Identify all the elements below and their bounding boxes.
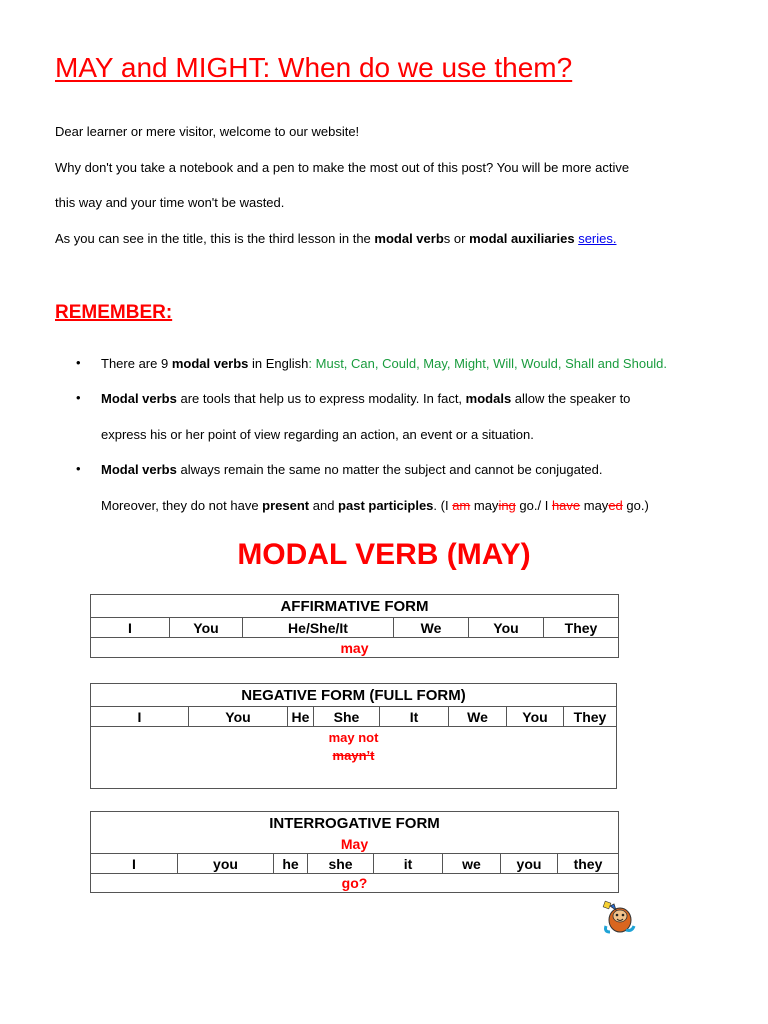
intro-paragraph-4: [55, 231, 616, 247]
subject-cell: You: [188, 707, 287, 726]
text-bold: Modal verbs: [101, 462, 177, 477]
bullet-1: [101, 356, 667, 372]
modal-verbs-list: : Must, Can, Could, May, Might, Will, Would, Shall and Should.: [308, 356, 668, 371]
text-bold: present: [262, 498, 310, 513]
text: always remain the same no matter the subject and cannot be conjugated.: [176, 462, 603, 477]
text-bold: modals: [465, 391, 512, 406]
subject-cell: she: [307, 854, 373, 873]
subject-row: [91, 707, 616, 727]
text: are tools that help us to express modality. In fact,: [176, 391, 466, 406]
subject-cell: We: [393, 618, 468, 637]
text: allow the speaker to: [511, 391, 631, 406]
subject-cell: we: [442, 854, 500, 873]
text: in English: [248, 356, 309, 371]
text-bold: Modal verbs: [101, 391, 177, 406]
subject-cell: It: [379, 707, 448, 726]
text-bold: modal verb: [374, 231, 444, 246]
subject-cell: I: [132, 855, 136, 872]
text: . (I: [433, 498, 453, 513]
struck-word: have: [551, 498, 581, 513]
struck-word: am: [452, 498, 471, 513]
subject-row: [91, 854, 618, 874]
text-bold: modal verbs: [171, 356, 249, 371]
subject-cell: She: [313, 707, 379, 726]
subject-row: [91, 618, 618, 638]
text: go./ I: [515, 498, 552, 513]
affirmative-table: [90, 594, 619, 658]
table-heading: NEGATIVE FORM (FULL FORM): [91, 684, 616, 707]
subject-cell: They: [563, 707, 616, 726]
page-title: MAY and MIGHT: When do we use them?: [55, 52, 573, 83]
text: s or: [443, 231, 470, 246]
verb-cell: may not: [328, 730, 379, 745]
bullet-dot: •: [76, 355, 81, 370]
struck-suffix: ing: [498, 498, 516, 513]
text: may: [580, 498, 609, 513]
subject-cell: you: [500, 854, 557, 873]
interrogative-table: [90, 811, 619, 893]
verb-cell: May: [91, 835, 618, 854]
text-bold: past participles: [338, 498, 434, 513]
bullet-3-line-2: [101, 498, 649, 514]
negative-table: [90, 683, 617, 789]
subject-cell: We: [448, 707, 506, 726]
subject-cell: I: [128, 619, 132, 636]
bullet-dot: •: [76, 461, 81, 476]
table-heading: INTERROGATIVE FORM: [269, 815, 440, 832]
text: There are 9: [101, 356, 172, 371]
text: and: [309, 498, 339, 513]
subject-cell: You: [169, 618, 242, 637]
intro-paragraph-2: Why don't you take a notebook and a pen to make the most out of this post? You will be more active: [55, 160, 630, 175]
cartoon-clipart-icon: [598, 896, 638, 936]
subject-cell: He/She/It: [242, 618, 393, 637]
subject-cell: they: [557, 854, 618, 873]
subject-cell: You: [468, 618, 543, 637]
table-heading: AFFIRMATIVE FORM: [91, 595, 618, 618]
subject-cell: it: [373, 854, 442, 873]
bullet-2-line-1: [101, 391, 630, 407]
subject-cell: You: [506, 707, 563, 726]
subject-cell: he: [273, 854, 307, 873]
remember-heading: REMEMBER:: [55, 302, 173, 323]
struck-word: mayn’t: [332, 748, 375, 763]
intro-paragraph-3: this way and your time won't be wasted.: [55, 195, 285, 210]
subject-cell: He: [287, 707, 313, 726]
section-title: MODAL VERB (MAY): [237, 538, 531, 571]
text: As you can see in the title, this is the third lesson in the: [55, 231, 375, 246]
bullet-dot: •: [76, 390, 81, 405]
bullet-3-line-1: [101, 462, 603, 478]
struck-suffix: ed: [608, 498, 623, 513]
text-bold: modal auxiliaries: [469, 231, 575, 246]
subject-cell: They: [543, 618, 618, 637]
text: may: [470, 498, 499, 513]
subject-cell: I: [137, 708, 142, 725]
verb-cell: may: [340, 640, 369, 656]
text: Moreover, they do not have: [101, 498, 263, 513]
series-link[interactable]: series.: [578, 231, 617, 246]
text: go.): [622, 498, 649, 513]
bullet-2-line-2: express his or her point of view regarding an action, an event or a situation.: [101, 427, 534, 442]
ending-cell: go?: [341, 875, 368, 891]
subject-cell: you: [177, 854, 273, 873]
intro-paragraph-1: Dear learner or mere visitor, welcome to our website!: [55, 124, 360, 139]
contracted-verb: [91, 747, 616, 765]
